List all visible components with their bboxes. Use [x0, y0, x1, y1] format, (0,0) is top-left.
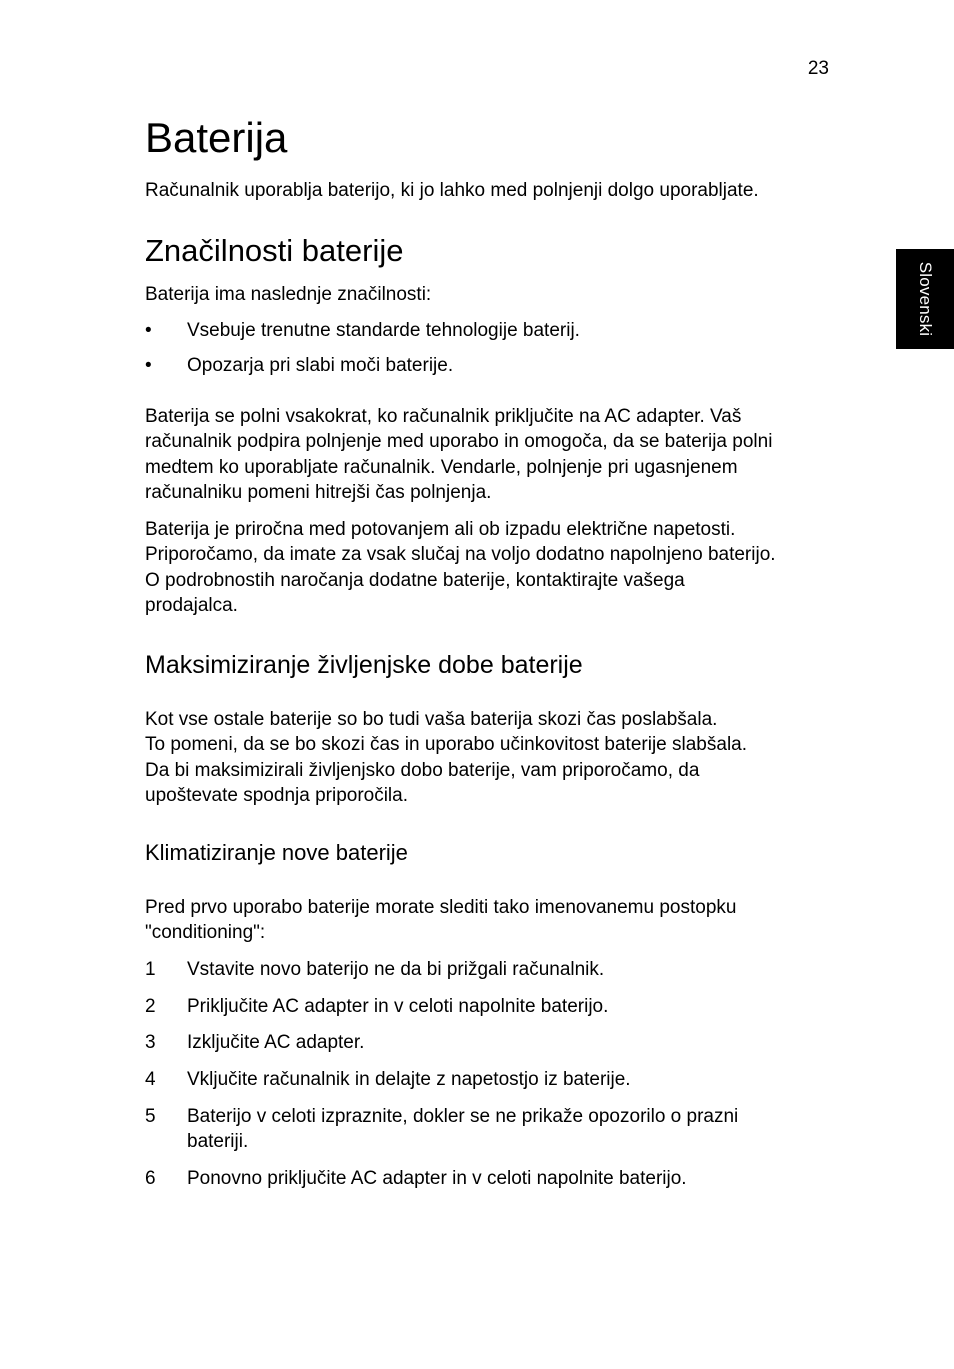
step-item: 4 Vključite računalnik in delajte z napetostjo iz baterije.: [145, 1067, 835, 1092]
maximize-life-paragraph: Kot vse ostale baterije so bo tudi vaša baterija skozi čas poslabšala. To pomeni, da se bo skozi čas in uporabo učinkovitost baterije slabšala. Da bi maksimizirali življenjsko dobo baterije, vam priporočamo, da upoštevate spodnja priporočila.: [145, 709, 748, 806]
step-number: 3: [145, 1032, 156, 1053]
language-tab: [896, 249, 954, 349]
travel-paragraph: Baterija je priročna med potovanjem ali ob izpadu električne napetosti. Priporočamo, da imate za vsak slučaj na voljo dodatno napolnjeno baterijo. O podrobnostih naročanja dodatne baterije, kontaktirajte vašega prodajalca.: [145, 519, 776, 616]
step-item: 3 Izključite AC adapter.: [145, 1030, 835, 1055]
step-item: 2 Priključite AC adapter in v celoti napolnite baterijo.: [145, 994, 835, 1019]
step-item: 1 Vstavite novo baterijo ne da bi prižgali računalnik.: [145, 957, 835, 982]
step-item: 6 Ponovno priključite AC adapter in v celoti napolnite baterijo.: [145, 1166, 835, 1191]
page-number: 23: [807, 58, 829, 79]
bullet-marker: •: [145, 320, 152, 341]
section-heading-battery-features: Značilnosti baterije: [145, 233, 404, 268]
step-item: 5 Baterijo v celoti izpraznite, dokler se ne prikaže opozorilo o prazni bateriji.: [145, 1106, 739, 1153]
step-number: 4: [145, 1069, 156, 1090]
section-heading-maximize-life: Maksimiziranje življenjske dobe baterije: [145, 651, 583, 679]
bullet-item: • Vsebuje trenutne standarde tehnologije baterij.: [145, 318, 835, 343]
page-title: Baterija: [145, 114, 288, 161]
conditioning-lead: Pred prvo uporabo baterije morate slediti tako imenovanemu postopku "conditioning":: [145, 897, 737, 944]
step-number: 5: [145, 1106, 156, 1127]
bullet-item: • Opozarja pri slabi moči baterije.: [145, 353, 835, 378]
bullet-marker: •: [145, 355, 152, 376]
language-tab-label: Slovenski: [916, 261, 935, 337]
step-number: 2: [145, 996, 156, 1017]
features-lead: Baterija ima naslednje značilnosti:: [145, 284, 432, 305]
step-number: 1: [145, 959, 156, 980]
charging-paragraph: Baterija se polni vsakokrat, ko računalnik priključite na AC adapter. Vaš računalnik podpira polnjenje med uporabo in omogoča, da se baterija polni medtem ko uporabljate računalnik. Vendarle, polnjenje pri ugasnjenem računalniku pomeni hitrejši čas polnjenja.: [145, 406, 773, 503]
intro-paragraph: Računalnik uporablja baterijo, ki jo lahko med polnjenji dolgo uporabljate.: [145, 180, 759, 201]
section-heading-conditioning: Klimatiziranje nove baterije: [145, 840, 408, 865]
step-number: 6: [145, 1168, 156, 1189]
